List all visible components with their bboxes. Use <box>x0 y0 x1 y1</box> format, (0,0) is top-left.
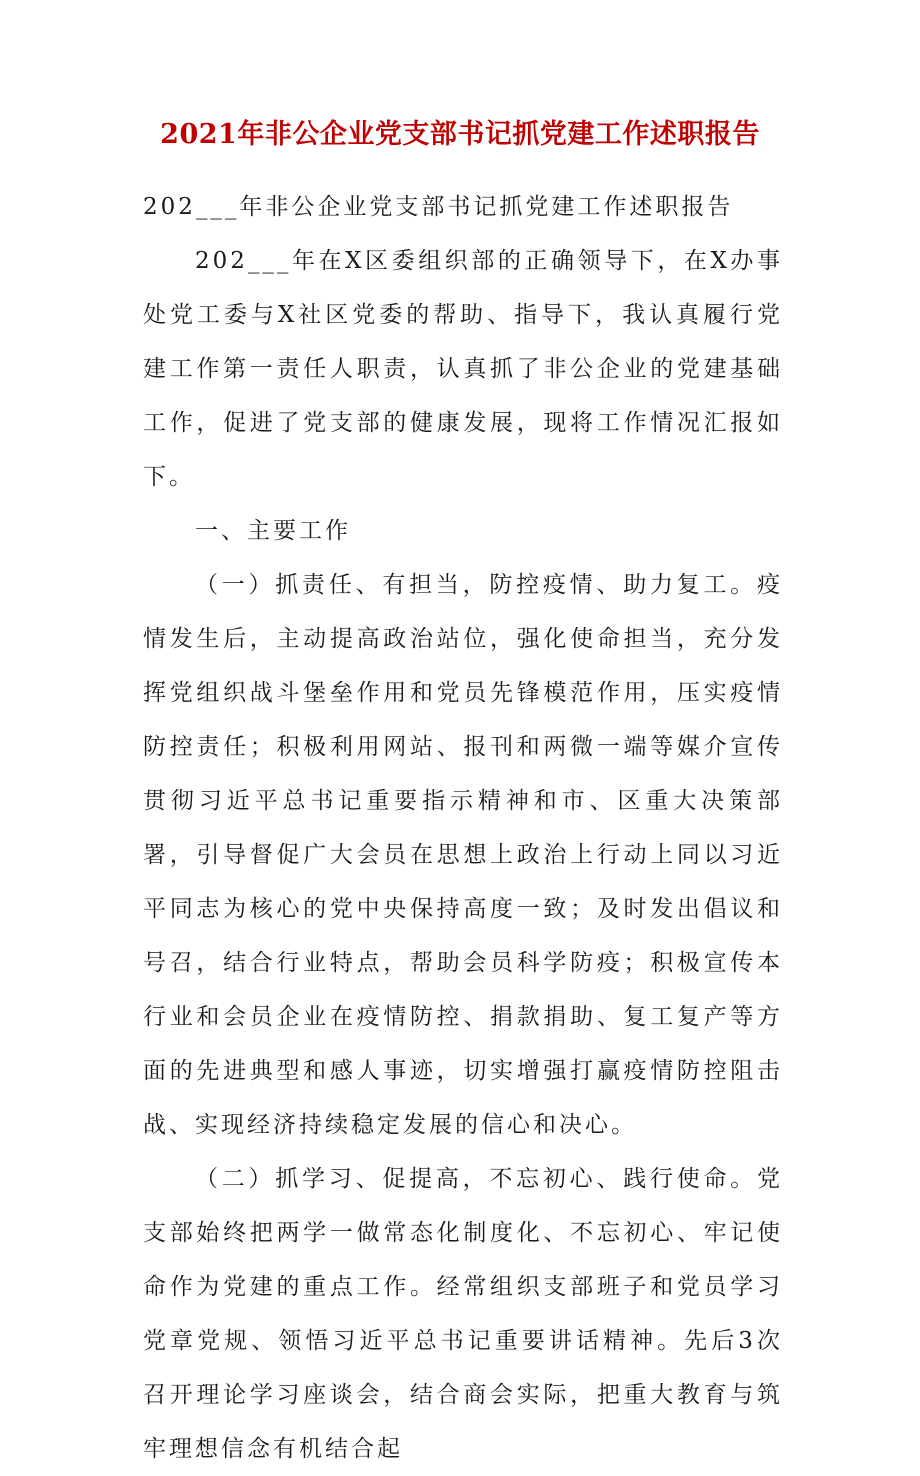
document-subtitle-paragraph: 202___年非公企业党支部书记抓党建工作述职报告 <box>143 194 734 220</box>
document-title: 2021年非公企业党支部书记抓党建工作述职报告 <box>160 119 760 150</box>
paragraph-item-1: （一）抓责任、有担当，防控疫情、助力复工。疫情发生后，主动提高政治站位，强化使命担当，充分发挥党组织战斗堡垒作用和党员先锋模范作用，压实疫情防控责任；积极利用网站、报刊和两微一端等媒介宣传贯彻习近平总书记重要指示精神和市、区重大决策部署，引导督促广大会员在思想上政治上行动上同以习近平同志为核心的党中央保持高度一致；及时发出倡议和号召，结合行业特点，帮助会员科学防疫；积极宣传本行业和会员企业在疫情防控、捐款捐助、复工复产等方面的先进典型和感人事迹，切实增强打赢疫情防控阻击战、实现经济持续稳定发展的信心和决心。 <box>143 572 783 1138</box>
document-body <box>143 180 783 1476</box>
section-heading-main-work: 一、主要工作 <box>195 518 351 544</box>
intro-paragraph: 202___年在X区委组织部的正确领导下，在X办事处党工委与X社区党委的帮助、指导下，我认真履行党建工作第一责任人职责，认真抓了非公企业的党建基础工作，促进了党支部的健康发展，现将工作情况汇报如下。 <box>143 248 783 490</box>
paragraph-item-2: （二）抓学习、促提高，不忘初心、践行使命。党支部始终把两学一做常态化制度化、不忘初心、牢记使命作为党建的重点工作。经常组织支部班子和党员学习党章党规、领悟习近平总书记重要讲话精神。先后3次召开理论学习座谈会，结合商会实际，把重大教育与筑牢理想信念有机结合起 <box>143 1166 783 1462</box>
